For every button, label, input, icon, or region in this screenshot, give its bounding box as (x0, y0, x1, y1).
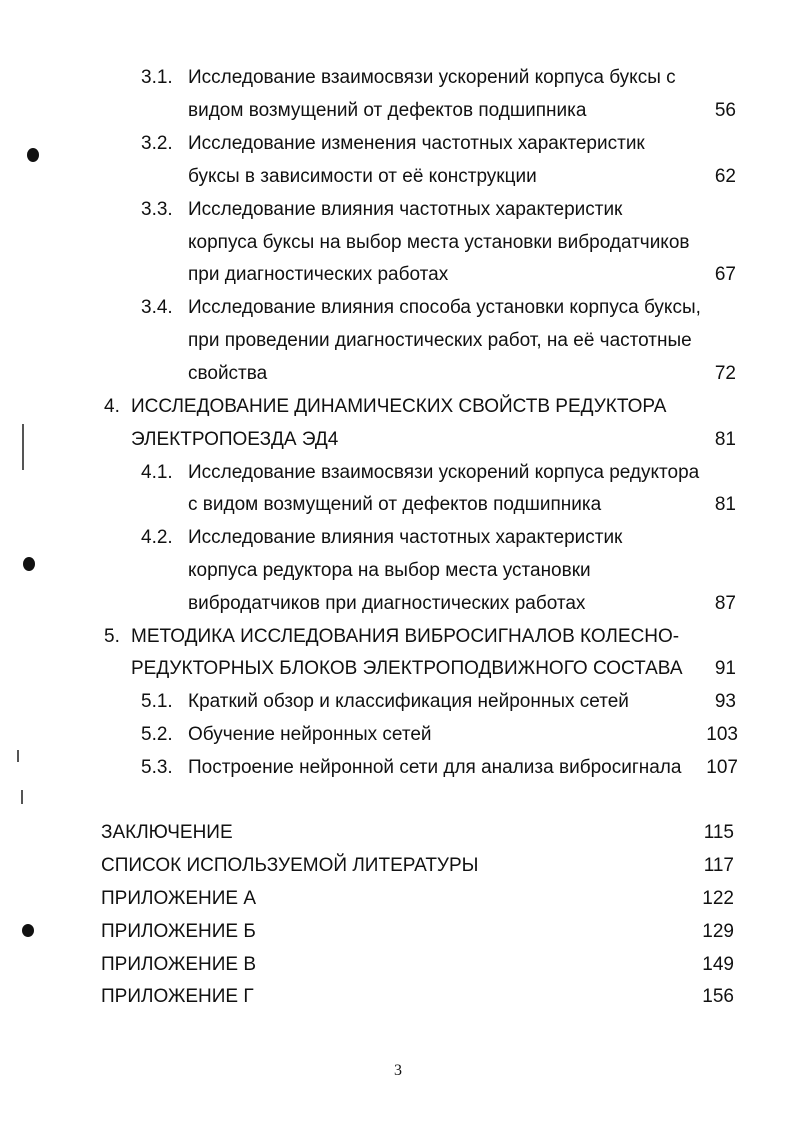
toc-page: 122 (702, 888, 734, 909)
toc-entry-text: Исследование влияния частотных характеристик (188, 199, 623, 220)
toc-entry-text: вибродатчиков при диагностических работах (188, 593, 586, 614)
toc-page: 107 (706, 757, 738, 778)
toc-entry-text: при проведении диагностических работ, на её частотные (188, 330, 692, 351)
toc-entry-text: ПРИЛОЖЕНИЕ А (101, 888, 257, 909)
toc-number: 3.1. (141, 67, 173, 88)
toc-number: 4.1. (141, 462, 173, 483)
toc-number: 5.3. (141, 757, 173, 778)
toc-page: 115 (703, 822, 734, 843)
toc-page: 56 (714, 100, 736, 121)
toc-page: 81 (714, 494, 736, 515)
toc-entry-text: ИССЛЕДОВАНИЕ ДИНАМИЧЕСКИХ СВОЙСТВ РЕДУКТОРА (131, 396, 667, 417)
toc-entry-text: Исследование взаимосвязи ускорений корпуса редуктора (188, 462, 700, 483)
toc-entry-text: Обучение нейронных сетей (188, 724, 432, 745)
toc-entry-text: при диагностических работах (188, 264, 449, 285)
toc-entry-text: РЕДУКТОРНЫХ БЛОКОВ ЭЛЕКТРОПОДВИЖНОГО СОСТАВА (131, 658, 683, 679)
toc-page: 67 (714, 264, 736, 285)
toc-number: 3.3. (141, 199, 173, 220)
toc-page: 93 (714, 691, 736, 712)
toc-page: 117 (703, 855, 734, 876)
toc-page: 156 (702, 986, 734, 1007)
scan-blot (22, 924, 34, 937)
toc-entry-text: ЭЛЕКТРОПОЕЗДА ЭД4 (131, 429, 339, 450)
toc-number: 4.2. (141, 527, 173, 548)
toc-page: 129 (702, 921, 734, 942)
toc-entry-text: Построение нейронной сети для анализа вибросигнала (188, 757, 682, 778)
toc-page: 149 (702, 954, 734, 975)
toc-entry-text: с видом возмущений от дефектов подшипника (188, 494, 602, 515)
toc-entry-text: ПРИЛОЖЕНИЕ Г (101, 986, 254, 1007)
toc-entry-text: буксы в зависимости от её конструкции (188, 166, 537, 187)
toc-entry-text: СПИСОК ИСПОЛЬЗУЕМОЙ ЛИТЕРАТУРЫ (101, 855, 479, 876)
toc-entry-text: Исследование влияния частотных характеристик (188, 527, 623, 548)
toc-number: 3.4. (141, 297, 173, 318)
toc-entry-text: МЕТОДИКА ИССЛЕДОВАНИЯ ВИБРОСИГНАЛОВ КОЛЕСНО- (131, 626, 680, 647)
toc-number: 3.2. (141, 133, 173, 154)
toc-page: 72 (714, 363, 736, 384)
scan-speck (17, 750, 19, 762)
toc-number: 5.2. (141, 724, 173, 745)
toc-entry-text: ПРИЛОЖЕНИЕ В (101, 954, 257, 975)
toc-entry-text: Исследование изменения частотных характеристик (188, 133, 645, 154)
toc-page: 87 (714, 593, 736, 614)
toc-entry-text: корпуса редуктора на выбор места установки (188, 560, 591, 581)
toc-page: 62 (714, 166, 736, 187)
toc-number: 4. (104, 396, 120, 417)
toc-entry-text: Краткий обзор и классификация нейронных сетей (188, 691, 629, 712)
page-number: 3 (394, 1062, 402, 1079)
toc-entry-text: видом возмущений от дефектов подшипника (188, 100, 587, 121)
toc-entry-text: Исследование взаимосвязи ускорений корпуса буксы с (188, 67, 676, 88)
toc-entry-text: корпуса буксы на выбор места установки вибродатчиков (188, 232, 690, 253)
scan-speck (22, 424, 24, 470)
toc-number: 5. (104, 626, 120, 647)
toc-page: 91 (714, 658, 736, 679)
toc-page: 81 (714, 429, 736, 450)
toc-entry-text: свойства (188, 363, 268, 384)
toc-entry-text: ПРИЛОЖЕНИЕ Б (101, 921, 256, 942)
scan-blot (27, 148, 39, 162)
scan-speck (21, 790, 23, 804)
scan-blot (23, 557, 35, 571)
toc-number: 5.1. (141, 691, 173, 712)
toc-entry-text: ЗАКЛЮЧЕНИЕ (101, 822, 233, 843)
toc-page: 103 (706, 724, 738, 745)
toc-entry-text: Исследование влияния способа установки корпуса буксы, (188, 297, 701, 318)
